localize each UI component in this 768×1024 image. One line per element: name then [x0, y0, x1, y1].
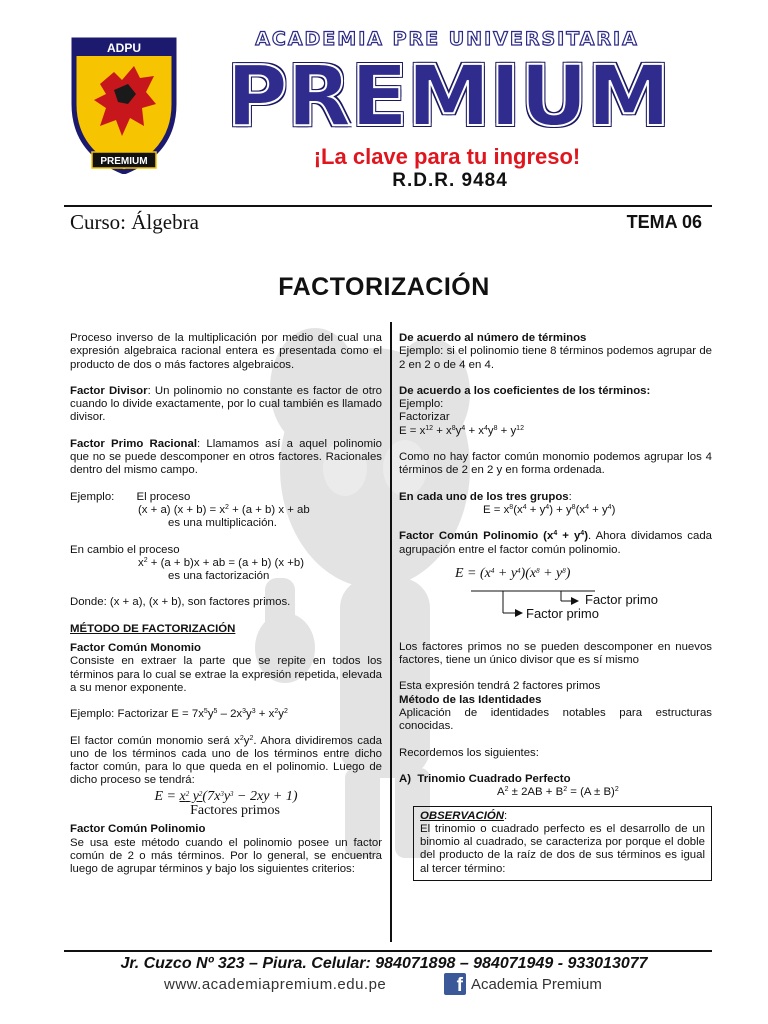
observation-box: OBSERVACIÓN: El trinomio o cuadrado perfecto es el desarrollo de un binomio al cuadrado, se caracteriza por porque el doble del producto de la raíz de dos de sus términos es igual al tercer término: — [413, 806, 712, 881]
factor-divisor-paragraph — [70, 385, 382, 425]
numero-terminos-text: Ejemplo: si el polinomio tiene 8 términos podemos agrupar de 2 en 2 o de 4 en 4. — [399, 345, 712, 371]
example-1: Ejemplo: El proceso — [70, 490, 191, 503]
factor-primo-heading: Factor Primo Racional — [70, 437, 198, 450]
factor-primo-text: : Llamamos así a aquel polinomio que no se puede descomponer en otros factores. Racionales dentro del mismo campo. — [70, 437, 382, 477]
recordemos-text: Recordemos los siguientes: — [399, 746, 539, 759]
tcp-heading: A) Trinomio Cuadrado Perfecto — [399, 772, 571, 785]
observation-text: El trinomio o cuadrado perfecto es el desarrollo de un binomio al cuadrado, se caracteriza por porque el doble del producto de la raíz de dos de sus términos es igual al tercer término: — [420, 822, 705, 875]
academy-shield-logo — [70, 34, 178, 174]
factor-divisor-heading: Factor Divisor — [70, 384, 148, 397]
fcm-formula: $E = x^2$ $y^2(7x^3y^3 - 2xy + 1)$ — [154, 788, 298, 804]
example-2-intro: En cambio el proceso — [70, 543, 180, 556]
fcp-heading: Factor Común Polinomio — [70, 823, 206, 836]
factor-diagram — [399, 557, 712, 635]
donde-line: Donde: (x + a), (x + b), son factores primos. — [70, 596, 291, 609]
svg-text:PREMIUM: PREMIUM — [100, 156, 148, 167]
coeficientes-heading: De acuerdo a los coeficientes de los términos: — [399, 384, 651, 397]
factor-arrows — [399, 557, 712, 635]
tema-label: TEMA 06 — [626, 212, 702, 232]
fcm-explanation: El factor común monomio será $x^2y^2$. Ahora dividiremos cada uno de los términos cada uno de los términos entre dicho factor común, para lo que queda en el polinomio. Luego de dicho proceso se tendrá: — [70, 734, 382, 787]
coeficientes-example-label: Ejemplo: — [399, 398, 444, 411]
fcm-heading: Factor Común Monomio — [70, 642, 201, 655]
identidades-heading: Método de las Identidades — [399, 693, 542, 706]
grupos-expression: $E = x^8(x^4 + y^4) + y^8(x^4 + y^4)$ — [483, 503, 616, 516]
example-2-note: es una factorización — [168, 570, 270, 583]
identidades-text: Aplicación de identidades notables para estructuras conocidas. — [399, 707, 712, 733]
intro-paragraph: Proceso inverso de la multiplicación por medio del cual una expresión algebraica racional entera es presentada como el producto de dos o más factores algebraicos. — [70, 332, 382, 371]
column-divider — [390, 322, 392, 942]
coeficientes-factorizar: Factorizar — [399, 411, 450, 424]
factor-primo-label-2: Factor primo — [526, 605, 599, 621]
facebook-link[interactable] — [444, 973, 602, 995]
example-1-note: es una multiplicación. — [168, 517, 277, 530]
observation-heading: OBSERVACIÓN — [420, 809, 504, 822]
course-label: Curso: Álgebra — [70, 210, 199, 234]
page-title: FACTORIZACIÓN — [278, 273, 490, 301]
factored-expression: $E = (x^4 + y^4)(x^8 + y^8)$ — [455, 565, 571, 581]
grupos-heading-line: En cada uno de los tres grupos: — [399, 490, 572, 503]
left-column — [70, 332, 382, 877]
fcpol-paragraph: Factor Común Polinomio $(x^4 + y^4)$. Ahora dividamos cada agrupación entre el factor común polinomio. — [399, 530, 713, 556]
fcm-formula-caption: Factores primos — [190, 803, 280, 819]
example-1-product: (x + a) $(x + b) = x^2 + (a + b) x$ + ab — [138, 503, 310, 516]
website-link[interactable]: www.academiapremium.edu.pe — [164, 976, 387, 993]
brand-name: PREMIUM — [226, 47, 670, 145]
tcp-identity: $A^2 \pm 2AB + B^2 = (A \pm B)^2$ — [497, 786, 619, 799]
facebook-icon: f — [444, 973, 466, 995]
factor-primo-paragraph — [70, 438, 382, 478]
primos-text: Los factores primos no se pueden descomponer en nuevos factores, tiene un único divisor que es sí mismo — [399, 640, 712, 667]
no-hay-text: Como no hay factor común monomio podemos agrupar los 4 términos de 2 en 2 y en forma ordenada. — [399, 451, 712, 477]
svg-text:ADPU: ADPU — [106, 41, 142, 55]
fcp-text: Se usa este método cuando el polinomio posee un factor común de 2 o más términos. Por lo general, se encuentra luego de agrupar términos y bajo los siguientes criterios: — [70, 836, 382, 876]
example-2-factoring: $x^2 + (a + b)x$ + ab = (a + b) (x +b) — [138, 556, 304, 569]
fcm-text: Consiste en extraer la parte que se repite en todos los términos para lo cual se extrae la expresión repetida, elevada a su menor exponente. — [70, 655, 382, 694]
coeficientes-expression: $E = x^{12} + x^8y^4 + x^4y^8 + y^{12}$ — [399, 424, 524, 437]
factor-divisor-text: : Un polinomio no constante es factor de otro cuando lo divide exactamente, por lo cual también es llamado divisor. — [70, 384, 382, 424]
footer-address: Jr. Cuzco Nº 323 – Piura. Celular: 984071898 – 984071949 - 933013077 — [120, 955, 648, 972]
numero-terminos-heading: De acuerdo al número de términos — [399, 332, 587, 344]
facebook-label: Academia Premium — [471, 975, 602, 993]
esta-expresion: Esta expresión tendrá 2 factores primos — [399, 680, 601, 693]
slogan: ¡La clave para tu ingreso! — [313, 144, 581, 169]
header-divider — [64, 205, 712, 207]
footer-divider — [64, 950, 712, 952]
factor-primo-label-1: Factor primo — [585, 591, 658, 607]
registration-number: R.D.R. 9484 — [392, 170, 508, 191]
academy-name: ACADEMIA PRE UNIVERSITARIA — [255, 28, 639, 50]
example-3: Ejemplo: Factorizar $E = 7x^5y^5 - 2x^3y^3 + x^2y^2$ — [70, 708, 288, 721]
method-heading: MÉTODO DE FACTORIZACIÓN — [70, 622, 236, 635]
right-column — [399, 332, 712, 881]
